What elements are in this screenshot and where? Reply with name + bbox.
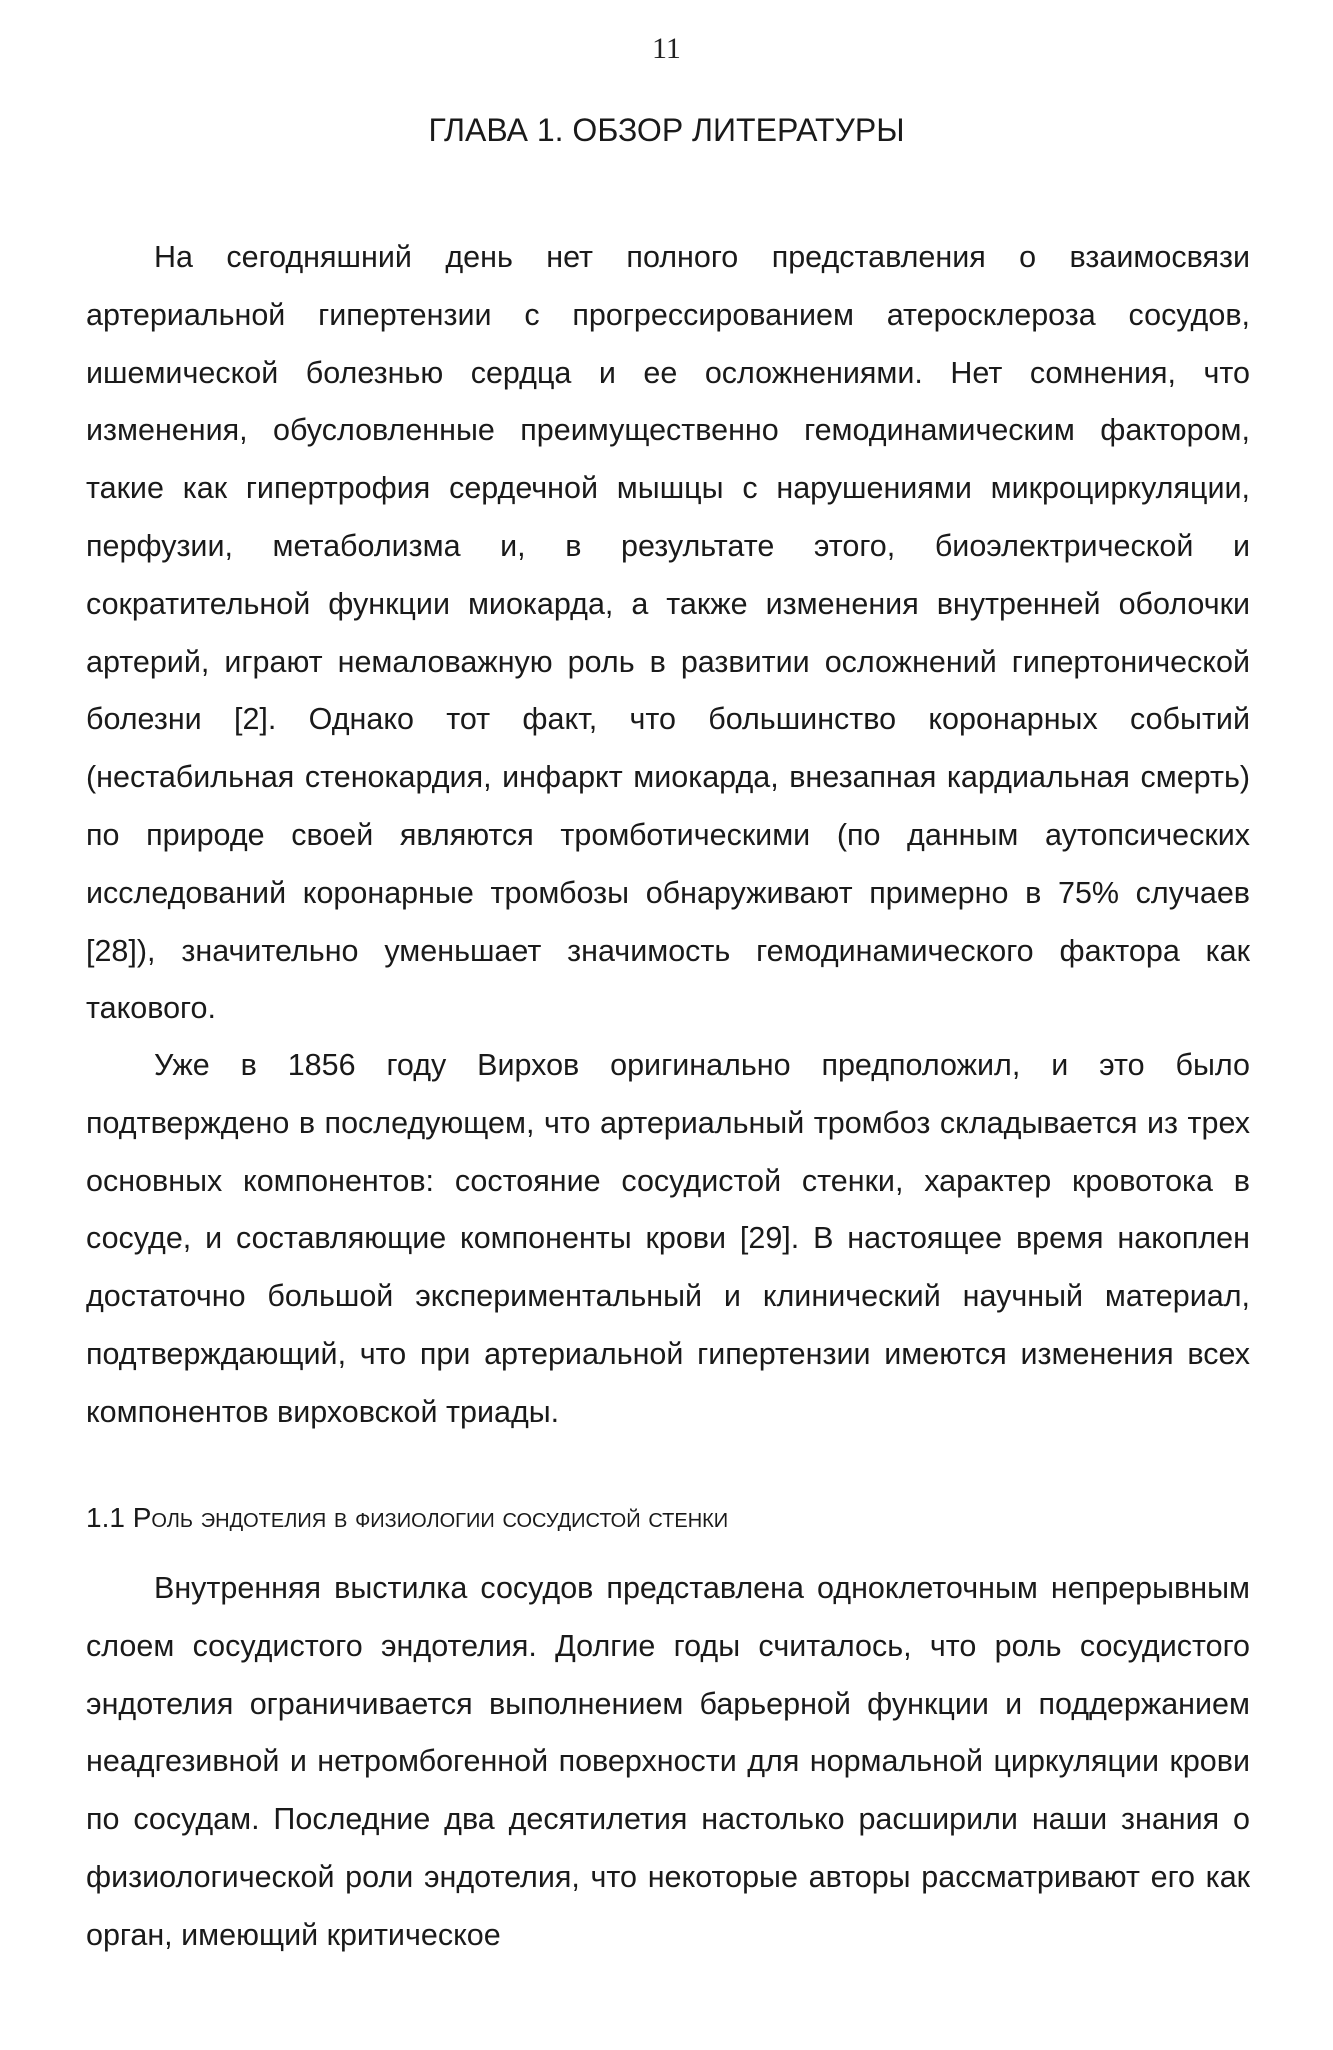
section-number: 1.1 xyxy=(86,1502,125,1533)
paragraph-block-3 xyxy=(86,1560,1250,1965)
paragraph-block-2 xyxy=(86,1037,1250,1442)
paragraph: Уже в 1856 году Вирхов оригинально предположил, и это было подтверждено в последующем, что артериальный тромбоз складывается из трех основных компонентов: состояние сосудистой стенки, характер кровотока в сосуде, и составляющие компоненты крови [29]. В настоящее время накоплен достаточно большой экспериментальный и клинический научный материал, подтверждающий, что при артериальной гипертензии имеются изменения всех компонентов вирховской триады. xyxy=(86,1048,1250,1429)
paragraph-block-1 xyxy=(86,229,1250,1038)
chapter-title: ГЛАВА 1. ОБЗОР ЛИТЕРАТУРЫ xyxy=(428,112,905,148)
section-heading xyxy=(86,1502,728,1534)
paragraph: На сегодняшний день нет полного представления о взаимосвязи артериальной гипертензии с прогрессированием атеросклероза сосудов, ишемической болезнью сердца и ее осложнениями. Нет сомнения, что изменения, обусловленные преимущественно гемодинамическим фактором, такие как гипертрофия сердечной мышцы с нарушениями микроциркуляции, перфузии, метаболизма и, в результате этого, биоэлектрической и сократительной функции миокарда, а также изменения внутренней оболочки артерий, играют немаловажную роль в развитии осложнений гипертонической болезни [2]. Однако тот факт, что большинство коронарных событий (нестабильная стенокардия, инфаркт миокарда, внезапная кардиальная смерть) по природе своей являются тромботическими (по данным аутопсических исследований коронарные тромбозы обнаруживают примерно в 75% случаев [28]), значительно уменьшает значимость гемодинамического фактора как такового. xyxy=(86,240,1250,1026)
section-title: Роль эндотелия в физиологии сосудистой стенки xyxy=(132,1502,729,1533)
page-number: 11 xyxy=(652,32,681,65)
paragraph: Внутренняя выстилка сосудов представлена одноклеточным непрерывным слоем сосудистого эндотелия. Долгие годы считалось, что роль сосудистого эндотелия ограничивается выполнением барьерной функции и поддержанием неадгезивной и нетромбогенной поверхности для нормальной циркуляции крови по сосудам. Последние два десятилетия настолько расширили наши знания о физиологической роли эндотелия, что некоторые авторы рассматривают его как орган, имеющий критическое xyxy=(86,1571,1250,1952)
